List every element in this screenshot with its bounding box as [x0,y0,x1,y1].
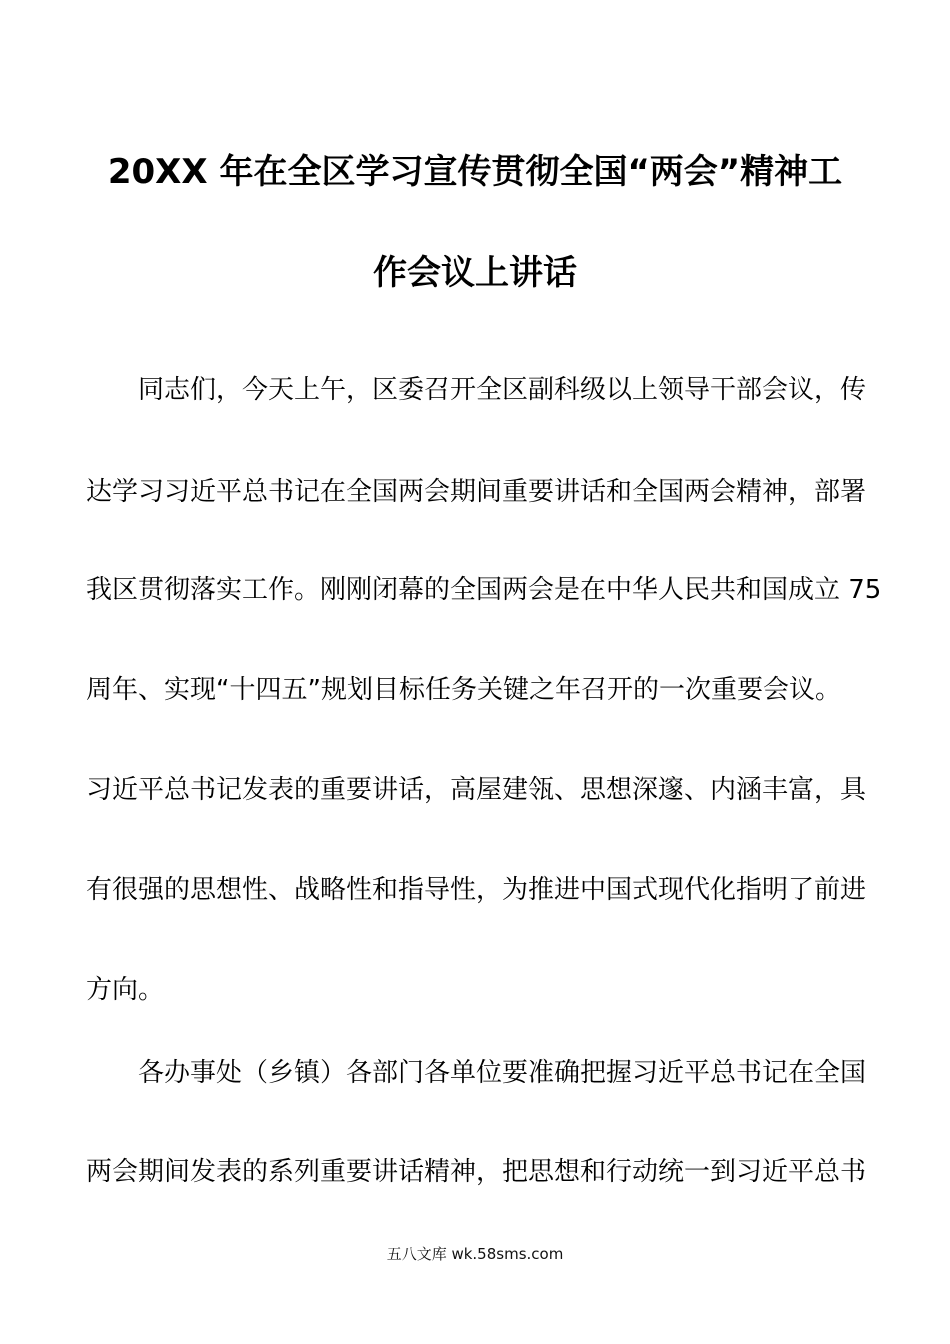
document-title-line-2: 作会议上讲话 [373,253,577,293]
paragraph-1-line-5: 习近平总书记发表的重要讲话，高屋建瓴、思想深邃、内涵丰富，具 [86,775,867,805]
paragraph-2-line-1: 各办事处（乡镇）各部门各单位要准确把握习近平总书记在全国 [138,1058,867,1088]
paragraph-2-line-2: 两会期间发表的系列重要讲话精神，把思想和行动统一到习近平总书 [86,1157,867,1187]
paragraph-1-line-4: 周年、实现“十四五”规划目标任务关键之年召开的一次重要会议。 [86,675,841,705]
document-title-line-1: 20XX 年在全区学习宣传贯彻全国“两会”精神工 [107,152,843,192]
paragraph-1-line-7: 方向。 [86,975,165,1005]
paragraph-1-line-2: 达学习习近平总书记在全国两会期间重要讲话和全国两会精神，部署 [86,477,867,507]
paragraph-1-line-3: 我区贯彻落实工作。刚刚闭幕的全国两会是在中华人民共和国成立 75 [86,575,882,605]
footer-watermark: 五八文库 wk.58sms.com [386,1245,564,1263]
paragraph-1-line-6: 有很强的思想性、战略性和指导性，为推进中国式现代化指明了前进 [86,875,867,905]
paragraph-1-line-1: 同志们，今天上午，区委召开全区副科级以上领导干部会议，传 [138,375,867,405]
